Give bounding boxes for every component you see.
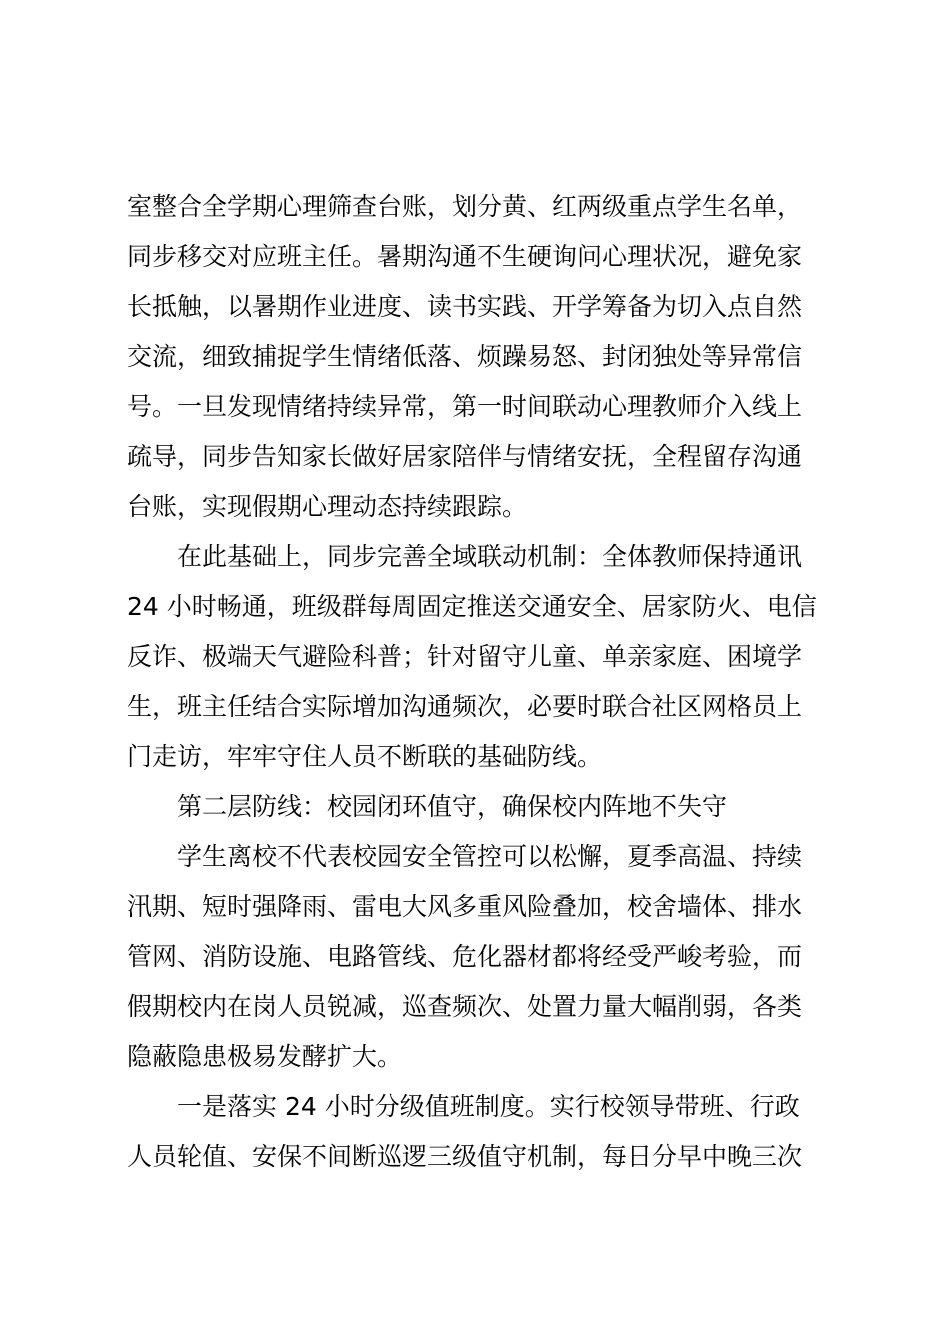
section-heading: 第二层防线：校园闭环值守，确保校内阵地不失守 <box>177 792 728 821</box>
text-line: 生，班主任结合实际增加沟通频次，必要时联合社区网格员上 <box>127 692 803 721</box>
paragraph-start-line: 一是落实 24 小时分级值班制度。实行校领导带班、行政 <box>177 1092 800 1121</box>
text-line: 台账，实现假期心理动态持续跟踪。 <box>127 492 528 521</box>
text-line: 疏导，同步告知家长做好居家陪伴与情绪安抚，全程留存沟通 <box>127 442 803 471</box>
text-line: 24 小时畅通，班级群每周固定推送交通安全、居家防火、电信 <box>127 592 817 621</box>
paragraph-start-line: 学生离校不代表校园安全管控可以松懈，夏季高温、持续 <box>177 842 803 871</box>
text-line: 号。一旦发现情绪持续异常，第一时间联动心理教师介入线上 <box>127 392 803 421</box>
text-line: 门走访，牢牢守住人员不断联的基础防线。 <box>127 742 603 771</box>
text-line: 反诈、极端天气避险科普；针对留守儿童、单亲家庭、困境学 <box>127 642 803 671</box>
text-line: 人员轮值、安保不间断巡逻三级值守机制，每日分早中晚三次 <box>127 1142 803 1171</box>
document-body <box>127 182 833 1182</box>
text-line: 长抵触，以暑期作业进度、读书实践、开学筹备为切入点自然 <box>127 292 803 321</box>
text-line: 汛期、短时强降雨、雷电大风多重风险叠加，校舍墙体、排水 <box>127 892 803 921</box>
text-line: 同步移交对应班主任。暑期沟通不生硬询问心理状况，避免家 <box>127 242 803 271</box>
text-line: 假期校内在岗人员锐减，巡查频次、处置力量大幅削弱，各类 <box>127 992 803 1021</box>
text-line: 室整合全学期心理筛查台账，划分黄、红两级重点学生名单， <box>127 192 803 221</box>
text-line: 隐蔽隐患极易发酵扩大。 <box>127 1042 403 1071</box>
paragraph-start-line: 在此基础上，同步完善全域联动机制：全体教师保持通讯 <box>177 542 803 571</box>
text-line: 管网、消防设施、电路管线、危化器材都将经受严峻考验，而 <box>127 942 803 971</box>
text-line: 交流，细致捕捉学生情绪低落、烦躁易怒、封闭独处等异常信 <box>127 342 803 371</box>
